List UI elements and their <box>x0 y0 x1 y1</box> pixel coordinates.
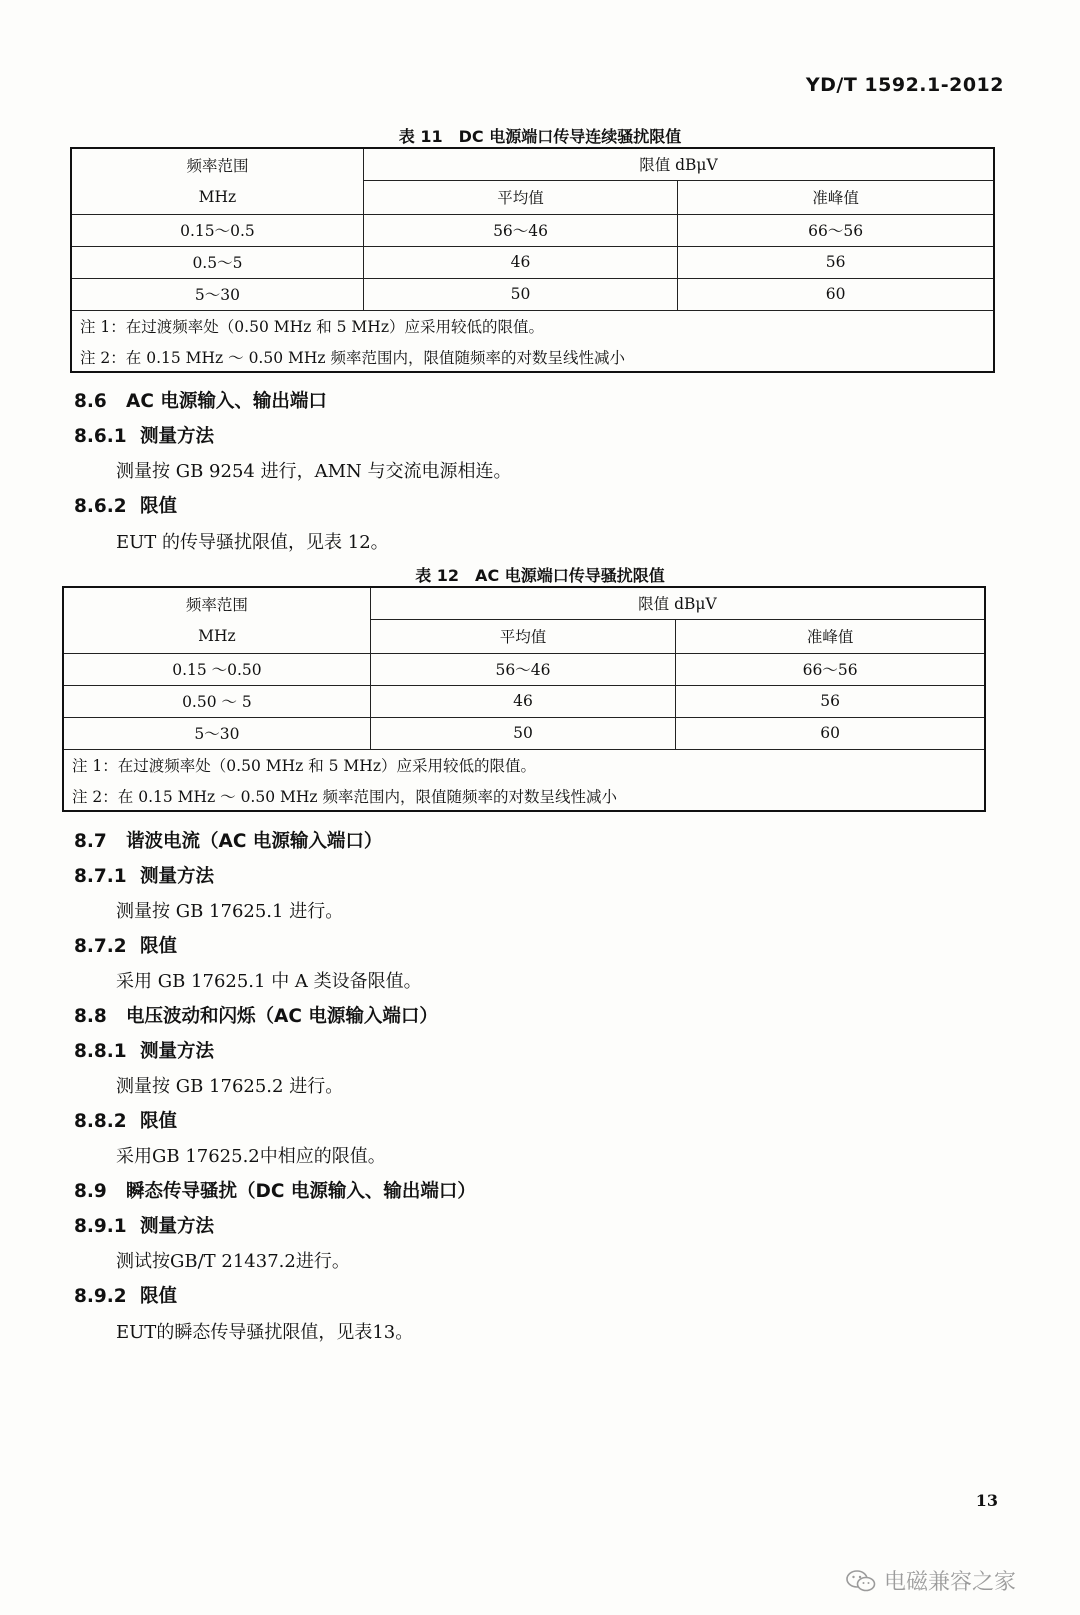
section-number: 8.7.1 <box>74 866 127 887</box>
limit-header: 限值 dBμV <box>363 148 994 180</box>
section-heading-8-6-2 <box>74 492 177 518</box>
section-heading-8-8 <box>74 1002 438 1028</box>
freq-range-header: 频率范围 <box>71 148 363 180</box>
section-title: 测量方法 <box>140 426 215 447</box>
section-number: 8.8.2 <box>74 1111 127 1132</box>
section-number: 8.7.2 <box>74 936 127 957</box>
paragraph: 测量按 GB 17625.1 进行。 <box>116 901 344 922</box>
section-heading-8-7-2 <box>74 932 177 958</box>
section-title: 限值 <box>140 1111 178 1132</box>
table-row <box>63 653 985 685</box>
paragraph: 测量按 GB 9254 进行，AMN 与交流电源相连。 <box>116 461 512 482</box>
qp-cell: 56 <box>678 246 994 278</box>
section-title: 瞬态传导骚扰（DC 电源输入、输出端口） <box>126 1181 476 1202</box>
section-number: 8.9 <box>74 1181 107 1202</box>
section-title: 限值 <box>140 936 178 957</box>
avg-cell: 50 <box>363 278 677 310</box>
freq-cell: 0.5～5 <box>71 246 363 278</box>
freq-cell: 5～30 <box>71 278 363 310</box>
section-heading-8-6-1 <box>74 422 214 448</box>
section-heading-8-6 <box>74 387 327 413</box>
section-heading-8-9-2 <box>74 1282 177 1308</box>
table-row <box>71 246 994 278</box>
avg-cell: 46 <box>370 685 675 717</box>
section-number: 8.6.1 <box>74 426 127 447</box>
section-number: 8.6 <box>74 391 107 412</box>
table-row <box>71 278 994 310</box>
watermark <box>846 1565 1016 1596</box>
paragraph: 测试按GB/T 21437.2进行。 <box>116 1251 350 1272</box>
section-number: 8.8.1 <box>74 1041 127 1062</box>
table-11 <box>70 147 995 373</box>
table-row <box>71 214 994 246</box>
paragraph: 测量按 GB 17625.2 进行。 <box>116 1076 344 1097</box>
paragraph: EUT的瞬态传导骚扰限值，见表13。 <box>116 1322 414 1343</box>
table-row <box>63 685 985 717</box>
freq-unit-header: MHz <box>63 619 370 653</box>
page-number: 13 <box>975 1491 998 1510</box>
qp-cell: 66～56 <box>678 214 994 246</box>
limit-header: 限值 dBμV <box>370 587 985 619</box>
average-header: 平均值 <box>363 180 677 214</box>
qp-cell: 60 <box>678 278 994 310</box>
wechat-icon <box>846 1569 876 1593</box>
section-heading-8-7 <box>74 827 382 853</box>
section-number: 8.6.2 <box>74 496 127 517</box>
avg-cell: 56～46 <box>370 653 675 685</box>
table-note: 注 1：在过渡频率处（0.50 MHz 和 5 MHz）应采用较低的限值。 <box>63 749 985 781</box>
section-title: 谐波电流（AC 电源输入端口） <box>126 831 383 852</box>
freq-cell: 0.15～0.5 <box>71 214 363 246</box>
table-note: 注 2：在 0.15 MHz ～ 0.50 MHz 频率范围内，限值随频率的对数呈线性减小 <box>63 781 985 811</box>
table-row <box>63 717 985 749</box>
section-title: 测量方法 <box>140 1216 215 1237</box>
section-title: 测量方法 <box>140 1041 215 1062</box>
paragraph: EUT 的传导骚扰限值，见表 12。 <box>116 532 389 553</box>
table-note: 注 2：在 0.15 MHz ～ 0.50 MHz 频率范围内，限值随频率的对数呈线性减小 <box>71 342 994 372</box>
table-11-caption: 表 11 DC 电源端口传导连续骚扰限值 <box>398 127 682 146</box>
section-number: 8.9.1 <box>74 1216 127 1237</box>
paragraph: 采用 GB 17625.1 中 A 类设备限值。 <box>116 971 422 992</box>
avg-cell: 46 <box>363 246 677 278</box>
freq-cell: 5～30 <box>63 717 370 749</box>
avg-cell: 56～46 <box>363 214 677 246</box>
section-number: 8.7 <box>74 831 107 852</box>
section-number: 8.9.2 <box>74 1286 127 1307</box>
avg-cell: 50 <box>370 717 675 749</box>
section-title: 限值 <box>140 1286 178 1307</box>
section-heading-8-8-2 <box>74 1107 177 1133</box>
freq-unit-header: MHz <box>71 180 363 214</box>
quasi-peak-header: 准峰值 <box>678 180 994 214</box>
freq-range-header: 频率范围 <box>63 587 370 619</box>
table-note: 注 1：在过渡频率处（0.50 MHz 和 5 MHz）应采用较低的限值。 <box>71 310 994 342</box>
qp-cell: 60 <box>676 717 985 749</box>
section-heading-8-7-1 <box>74 862 214 888</box>
watermark-text: 电磁兼容之家 <box>883 1570 1016 1595</box>
freq-cell: 0.15 ～0.50 <box>63 653 370 685</box>
table-12-caption: 表 12 AC 电源端口传导骚扰限值 <box>415 566 665 585</box>
qp-cell: 56 <box>676 685 985 717</box>
average-header: 平均值 <box>370 619 675 653</box>
section-heading-8-8-1 <box>74 1037 214 1063</box>
section-title: 限值 <box>140 496 178 517</box>
section-heading-8-9-1 <box>74 1212 214 1238</box>
qp-cell: 66～56 <box>676 653 985 685</box>
section-title: 电压波动和闪烁（AC 电源输入端口） <box>126 1006 438 1027</box>
section-title: 测量方法 <box>140 866 215 887</box>
paragraph: 采用GB 17625.2中相应的限值。 <box>116 1146 386 1167</box>
section-number: 8.8 <box>74 1006 107 1027</box>
freq-cell: 0.50 ～ 5 <box>63 685 370 717</box>
section-title: AC 电源输入、输出端口 <box>126 391 327 412</box>
section-heading-8-9 <box>74 1177 476 1203</box>
quasi-peak-header: 准峰值 <box>676 619 985 653</box>
document-code: YD/T 1592.1-2012 <box>805 74 1004 96</box>
table-12 <box>62 586 986 812</box>
